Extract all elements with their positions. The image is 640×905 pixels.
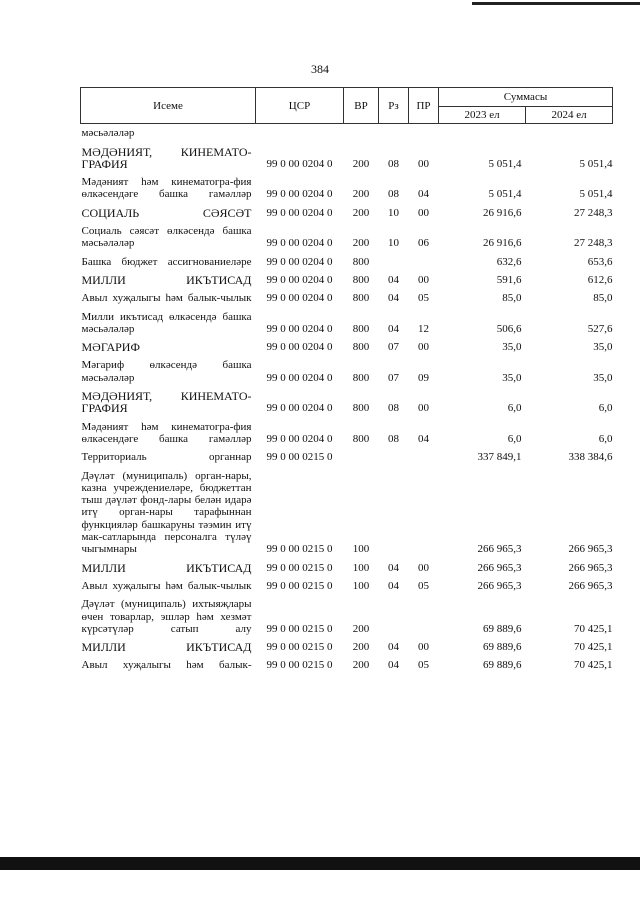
table-row: [81, 124, 613, 143]
row-amount-2024: 70 425,1: [574, 659, 613, 672]
row-amount-2024: 612,6: [587, 273, 613, 286]
bottom-rule: [0, 857, 640, 870]
header-vr: ВР: [344, 88, 379, 124]
row-amount-2023: 26 916,6: [483, 237, 522, 250]
row-rz: [379, 448, 409, 466]
row-name: МИЛЛИ ИКЪТИСАД: [81, 640, 252, 655]
row-vr: 800: [352, 255, 370, 268]
row-csr: 99 0 00 0204 0: [266, 432, 333, 445]
row-rz: [379, 124, 409, 143]
row-amount-2023: 5 051,4: [488, 188, 522, 201]
row-name: Авыл хуҗалыгы һәм балык-: [81, 659, 252, 672]
row-amount-2024: 6,0: [598, 432, 613, 445]
row-pr: 00: [418, 206, 429, 219]
row-amount-2024: 85,0: [593, 292, 613, 305]
table-row: [81, 338, 613, 356]
row-amount-2023: 337 849,1: [477, 451, 522, 464]
row-amount-2023: 6,0: [507, 402, 522, 415]
row-amount-2024: 266 965,3: [568, 543, 613, 556]
row-pr: 00: [418, 402, 429, 415]
row-amount-2023: 266 965,3: [477, 561, 522, 574]
table-row: [81, 356, 613, 387]
row-name: Мәдәният һәм кинематогра-фия өлкәсендәге башка гамәлләр: [81, 176, 252, 201]
row-csr: 99 0 00 0215 0: [266, 579, 333, 592]
header-year-2023: 2023 ел: [439, 107, 526, 124]
row-csr: 99 0 00 0204 0: [266, 255, 333, 268]
row-amount-2023: 266 965,3: [477, 543, 522, 556]
row-pr: 05: [418, 292, 429, 305]
row-rz: [379, 595, 409, 638]
row-amount-2023: 6,0: [507, 432, 522, 445]
header-year-2024: 2024 ел: [526, 107, 613, 124]
row-vr: 200: [352, 641, 370, 654]
row-pr: 00: [418, 341, 429, 354]
row-pr: 00: [418, 157, 429, 170]
row-rz: 04: [388, 292, 399, 305]
row-pr: 00: [418, 561, 429, 574]
row-vr: 200: [352, 157, 370, 170]
row-csr: 99 0 00 0215 0: [266, 561, 333, 574]
row-csr: 99 0 00 0204 0: [266, 237, 333, 250]
row-amount-2023: 69 889,6: [483, 641, 522, 654]
row-pr: 00: [418, 273, 429, 286]
row-rz: [379, 467, 409, 559]
row-amount-2023: 266 965,3: [477, 579, 522, 592]
table-row: [81, 204, 613, 222]
row-rz: [379, 253, 409, 271]
row-name: Башка бюджет ассигнованиеләре: [81, 255, 252, 268]
header-name: Исеме: [81, 88, 256, 124]
row-amount-2023: [439, 124, 526, 143]
table-row: [81, 253, 613, 271]
header-sums: Суммасы: [439, 88, 613, 107]
row-csr: 99 0 00 0215 0: [266, 451, 333, 464]
row-amount-2024: 27 248,3: [574, 237, 613, 250]
row-amount-2024: 35,0: [593, 371, 613, 384]
row-vr: [344, 448, 379, 466]
row-amount-2023: 26 916,6: [483, 206, 522, 219]
row-pr: 04: [418, 188, 429, 201]
row-name: МИЛЛИ ИКЪТИСАД: [81, 560, 252, 575]
row-rz: 10: [388, 206, 399, 219]
row-amount-2024: 70 425,1: [574, 622, 613, 635]
row-pr: [409, 124, 439, 143]
row-pr: 00: [418, 641, 429, 654]
table-row: [81, 143, 613, 174]
row-vr: 200: [352, 659, 370, 672]
row-name: МӘДӘНИЯТ, КИНЕМАТО-ГРАФИЯ: [81, 144, 252, 171]
row-vr: 200: [352, 206, 370, 219]
table-row: [81, 271, 613, 289]
row-csr: 99 0 00 0204 0: [266, 322, 333, 335]
table-row: [81, 577, 613, 595]
row-csr: 99 0 00 0204 0: [266, 157, 333, 170]
row-amount-2024: 5 051,4: [579, 188, 613, 201]
row-csr: 99 0 00 0215 0: [266, 659, 333, 672]
row-csr: 99 0 00 0204 0: [266, 273, 333, 286]
row-pr: [409, 448, 439, 466]
row-csr: 99 0 00 0204 0: [266, 292, 333, 305]
row-vr: 200: [352, 622, 370, 635]
row-amount-2024: 5 051,4: [579, 157, 613, 170]
row-vr: [344, 124, 379, 143]
row-pr: 04: [418, 432, 429, 445]
row-csr: 99 0 00 0204 0: [266, 206, 333, 219]
row-name: Мәгариф өлкәсендә башка мәсьәләләр: [81, 359, 252, 384]
row-pr: 05: [418, 579, 429, 592]
header-csr: ЦСР: [256, 88, 344, 124]
row-amount-2023: 35,0: [502, 341, 522, 354]
row-vr: 800: [352, 322, 370, 335]
row-amount-2024: 266 965,3: [568, 561, 613, 574]
row-amount-2024: 527,6: [587, 322, 613, 335]
row-name: Социаль сәясәт өлкәсендә башка мәсьәләләр: [81, 225, 252, 250]
table-row: [81, 173, 613, 204]
row-amount-2024: 6,0: [598, 402, 613, 415]
row-vr: 800: [352, 432, 370, 445]
row-csr: 99 0 00 0204 0: [266, 188, 333, 201]
row-amount-2023: 85,0: [502, 292, 522, 305]
table-row: [81, 387, 613, 418]
row-amount-2023: 69 889,6: [483, 659, 522, 672]
row-pr: [409, 595, 439, 638]
row-amount-2023: 591,6: [496, 273, 522, 286]
row-name: Дәүләт (муниципаль) ихтыяҗлары өчен товарлар, эшләр һәм хезмәт күрсәтүләр сатып алу: [81, 598, 252, 635]
row-pr: [409, 467, 439, 559]
row-rz: 10: [388, 237, 399, 250]
row-csr: 99 0 00 0204 0: [266, 341, 333, 354]
row-rz: 08: [388, 402, 399, 415]
row-pr: 05: [418, 659, 429, 672]
row-rz: 08: [388, 188, 399, 201]
table-row: [81, 418, 613, 449]
row-amount-2024: 27 248,3: [574, 206, 613, 219]
row-rz: 04: [388, 273, 399, 286]
row-name: Дәүләт (муниципаль) орган-нары, казна учреждениеләре, бюджеттан тыш дәүләт фонд-лары белән идарә итү орган-нары тарафыннан функцияләр башкаруны тәэмин итү мак-сатларында персоналга түләү чыгымнары: [81, 469, 252, 556]
table-row: [81, 638, 613, 656]
row-name: Мәдәният һәм кинематогра-фия өлкәсендәге башка гамәлләр: [81, 420, 252, 445]
table-row: [81, 467, 613, 559]
row-amount-2023: 35,0: [502, 371, 522, 384]
row-amount-2024: [526, 124, 613, 143]
table-row: [81, 289, 613, 307]
row-rz: 04: [388, 322, 399, 335]
row-vr: 800: [352, 341, 370, 354]
row-rz: 07: [388, 341, 399, 354]
row-name: Авыл хуҗалыгы һәм балык-чылык: [81, 292, 252, 305]
table-row: [81, 448, 613, 466]
table-header: [81, 88, 613, 124]
row-name: Авыл хуҗалыгы һәм балык-чылык: [81, 579, 252, 592]
row-vr: 100: [352, 543, 370, 556]
row-rz: 07: [388, 371, 399, 384]
row-name: МӘГАРИФ: [81, 340, 140, 355]
row-name: Территориаль органнар: [81, 451, 252, 464]
row-csr: 99 0 00 0215 0: [266, 622, 333, 635]
row-csr: 99 0 00 0215 0: [266, 641, 333, 654]
row-amount-2023: 632,6: [496, 255, 522, 268]
row-rz: 04: [388, 561, 399, 574]
top-rule: [472, 2, 640, 5]
table-row: [81, 222, 613, 253]
row-csr: 99 0 00 0215 0: [266, 543, 333, 556]
row-amount-2023: 69 889,6: [483, 622, 522, 635]
row-pr: [409, 253, 439, 271]
row-amount-2024: 338 384,6: [568, 451, 613, 464]
row-rz: 08: [388, 157, 399, 170]
table-body: [81, 124, 613, 675]
header-pr: ПР: [409, 88, 439, 124]
row-rz: 04: [388, 659, 399, 672]
row-vr: 800: [352, 371, 370, 384]
table-row: [81, 595, 613, 638]
row-vr: 800: [352, 273, 370, 286]
row-name: МӘДӘНИЯТ, КИНЕМАТО-ГРАФИЯ: [81, 389, 252, 416]
row-amount-2024: 35,0: [593, 341, 613, 354]
row-pr: 09: [418, 371, 429, 384]
table-row: [81, 656, 613, 674]
row-pr: 12: [418, 322, 429, 335]
row-rz: 04: [388, 641, 399, 654]
row-name: Милли икътисад өлкәсендә башка мәсьәләләр: [81, 310, 252, 335]
row-vr: 800: [352, 402, 370, 415]
row-amount-2024: 266 965,3: [568, 579, 613, 592]
row-amount-2023: 506,6: [496, 322, 522, 335]
page-number: 384: [311, 62, 329, 76]
row-name: МИЛЛИ ИКЪТИСАД: [81, 272, 252, 287]
header-rz: Рз: [379, 88, 409, 124]
row-amount-2024: 70 425,1: [574, 641, 613, 654]
row-vr: 200: [352, 237, 370, 250]
row-rz: 04: [388, 579, 399, 592]
row-pr: 06: [418, 237, 429, 250]
row-csr: [256, 124, 344, 143]
row-vr: 100: [352, 561, 370, 574]
budget-table: [80, 87, 613, 675]
row-name: мәсьәләләр: [81, 127, 135, 140]
row-amount-2023: 5 051,4: [488, 157, 522, 170]
row-vr: 200: [352, 188, 370, 201]
table-row: [81, 308, 613, 339]
table-row: [81, 559, 613, 577]
row-csr: 99 0 00 0204 0: [266, 402, 333, 415]
row-amount-2024: 653,6: [587, 255, 613, 268]
row-vr: 800: [352, 292, 370, 305]
row-vr: 100: [352, 579, 370, 592]
row-name: СОЦИАЛЬ СӘЯСӘТ: [81, 205, 252, 220]
row-rz: 08: [388, 432, 399, 445]
row-csr: 99 0 00 0204 0: [266, 371, 333, 384]
